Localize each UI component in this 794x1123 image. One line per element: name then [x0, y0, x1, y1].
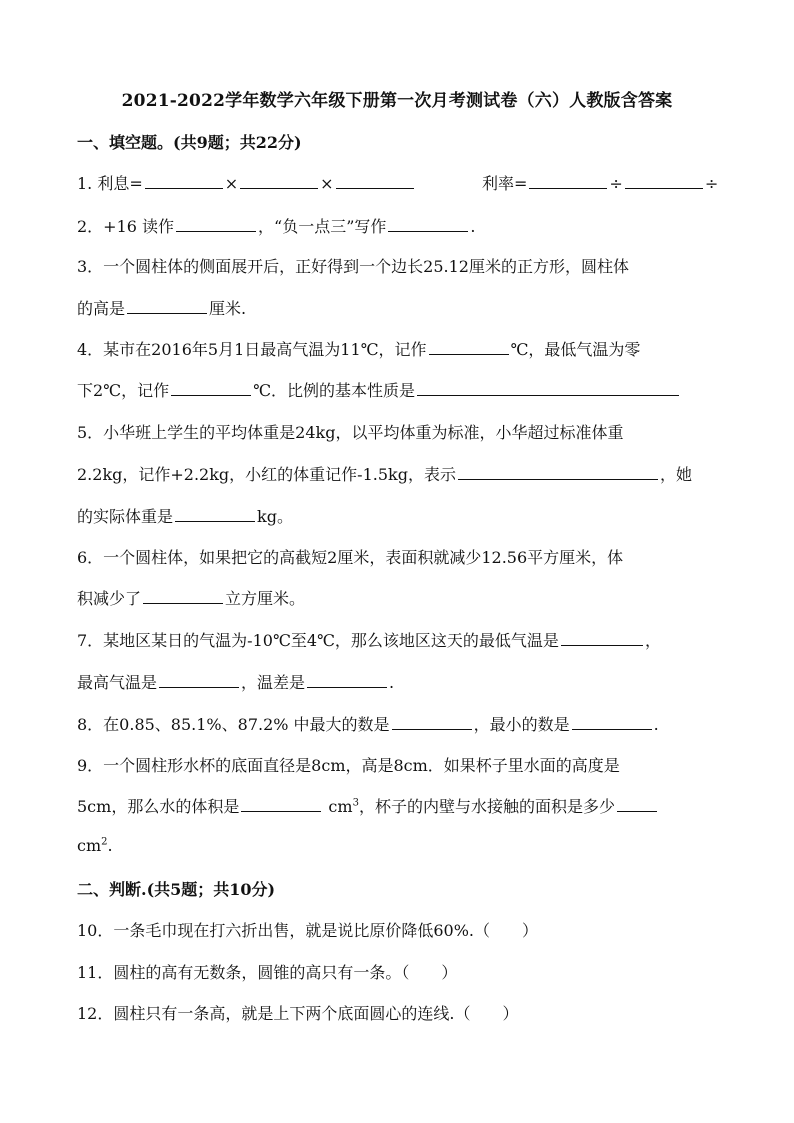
times-sign: × [320, 174, 334, 193]
question-7-line-1 [77, 628, 661, 651]
q8-text: . [653, 715, 659, 734]
answer-blank[interactable] [561, 644, 643, 646]
q9-text: 5cm，那么水的体积是 [77, 797, 240, 816]
answer-blank[interactable] [625, 187, 703, 189]
question-10: 10．一条毛巾现在打六折出售，就是说比原价降低60%.（ ） [77, 921, 539, 940]
q2-text: 2．+16 读作 [77, 217, 175, 236]
answer-blank[interactable] [143, 602, 223, 604]
times-sign: × [224, 174, 239, 193]
rate-label: 利率= [482, 174, 528, 193]
answer-blank[interactable] [175, 520, 255, 522]
question-5-line-2 [77, 462, 692, 485]
answer-blank[interactable] [458, 478, 658, 480]
answer-blank[interactable] [307, 686, 387, 688]
answer-blank[interactable] [159, 686, 239, 688]
question-11: 11．圆柱的高有无数条，圆锥的高只有一条。（ ） [77, 963, 458, 982]
answer-blank[interactable] [617, 810, 657, 812]
question-6-line-1: 6．一个圆柱体，如果把它的高截短2厘米，表面积就减少12.56平方厘米，体 [77, 548, 624, 567]
question-4-line-2 [77, 378, 681, 401]
question-2 [77, 214, 476, 237]
q2-text: ，“负一点三”写作 [258, 217, 387, 236]
answer-blank[interactable] [529, 187, 607, 189]
question-7-line-2 [77, 670, 394, 693]
q4-text: 4．某市在2016年5月1日最高气温为11℃，记作 [77, 340, 427, 359]
answer-blank[interactable] [429, 353, 509, 355]
answer-blank[interactable] [336, 187, 414, 189]
q2-text: . [470, 217, 476, 236]
q6-text: 积减少了 [77, 589, 142, 608]
q4-text: ℃．比例的基本性质是 [253, 381, 415, 400]
answer-blank[interactable] [572, 728, 652, 730]
answer-blank[interactable] [176, 230, 256, 232]
q4-text: ℃，最低气温为零 [510, 340, 641, 359]
question-1 [77, 171, 416, 194]
q7-text: ，温差是 [241, 673, 306, 692]
q7-text: 7．某地区某日的气温为-10℃至4℃，那么该地区这天的最低气温是 [77, 631, 559, 650]
section-heading-true-false: 二、判断.(共5题；共10分) [77, 880, 276, 899]
q6-text: 立方厘米。 [225, 589, 306, 608]
unit-exponent: 2 [101, 836, 108, 848]
q1-label: 1. 利息= [77, 174, 143, 193]
answer-blank[interactable] [171, 394, 251, 396]
question-3-line-1: 3．一个圆柱体的侧面展开后，正好得到一个边长25.12厘米的正方形，圆柱体 [77, 257, 629, 276]
answer-blank[interactable] [145, 187, 223, 189]
q9-text: . [107, 836, 113, 855]
q7-text: . [389, 673, 395, 692]
q3-text: 的高是 [77, 299, 126, 318]
answer-blank[interactable] [240, 187, 318, 189]
page-title: 2021-2022学年数学六年级下册第一次月考测试卷（六）人教版含答案 [121, 91, 673, 111]
divide-sign: ÷ [609, 174, 623, 193]
unit-cm: cm [77, 836, 102, 855]
question-9-line-1: 9．一个圆柱形水杯的底面直径是8cm，高是8cm．如果杯子里水面的高度是 [77, 756, 620, 775]
q5-text: ，她 [659, 465, 692, 484]
q9-text: ，杯子的内壁与水接触的面积是多少 [358, 797, 615, 816]
question-5-line-1: 5．小华班上学生的平均体重是24kg，以平均体重为标准，小华超过标准体重 [77, 423, 624, 442]
question-6-line-2 [77, 586, 305, 609]
answer-blank[interactable] [241, 810, 321, 812]
q5-text: 的实际体重是 [77, 507, 174, 526]
answer-blank[interactable] [417, 394, 679, 396]
answer-blank[interactable] [127, 312, 207, 314]
question-1-rate [482, 171, 718, 194]
divide-sign: ÷ [704, 174, 719, 193]
unit-exponent: 3 [352, 797, 359, 809]
unit-cm: cm [328, 797, 353, 816]
q7-text: 最高气温是 [77, 673, 158, 692]
q5-text: kg。 [257, 507, 293, 526]
q8-text: ，最小的数是 [473, 715, 570, 734]
q5-text: 2.2kg，记作+2.2kg，小红的体重记作-1.5kg，表示 [77, 465, 456, 484]
answer-blank[interactable] [388, 230, 468, 232]
question-5-line-3 [77, 504, 293, 527]
question-9-line-2 [77, 794, 659, 817]
q7-text: ， [644, 631, 661, 650]
answer-blank[interactable] [392, 728, 472, 730]
question-12: 12．圆柱只有一条高，就是上下两个底面圆心的连线.（ ） [77, 1004, 519, 1023]
question-3-line-2 [77, 296, 246, 319]
q3-text: 厘米. [209, 299, 247, 318]
q4-text: 下2℃，记作 [77, 381, 170, 400]
question-9-line-3 [77, 836, 113, 855]
question-8 [77, 712, 659, 735]
q8-text: 8．在0.85、85.1%、87.2% 中最大的数是 [77, 715, 390, 734]
section-heading-fill-blank: 一、填空题。(共9题；共22分) [77, 133, 302, 152]
question-4-line-1 [77, 337, 640, 360]
